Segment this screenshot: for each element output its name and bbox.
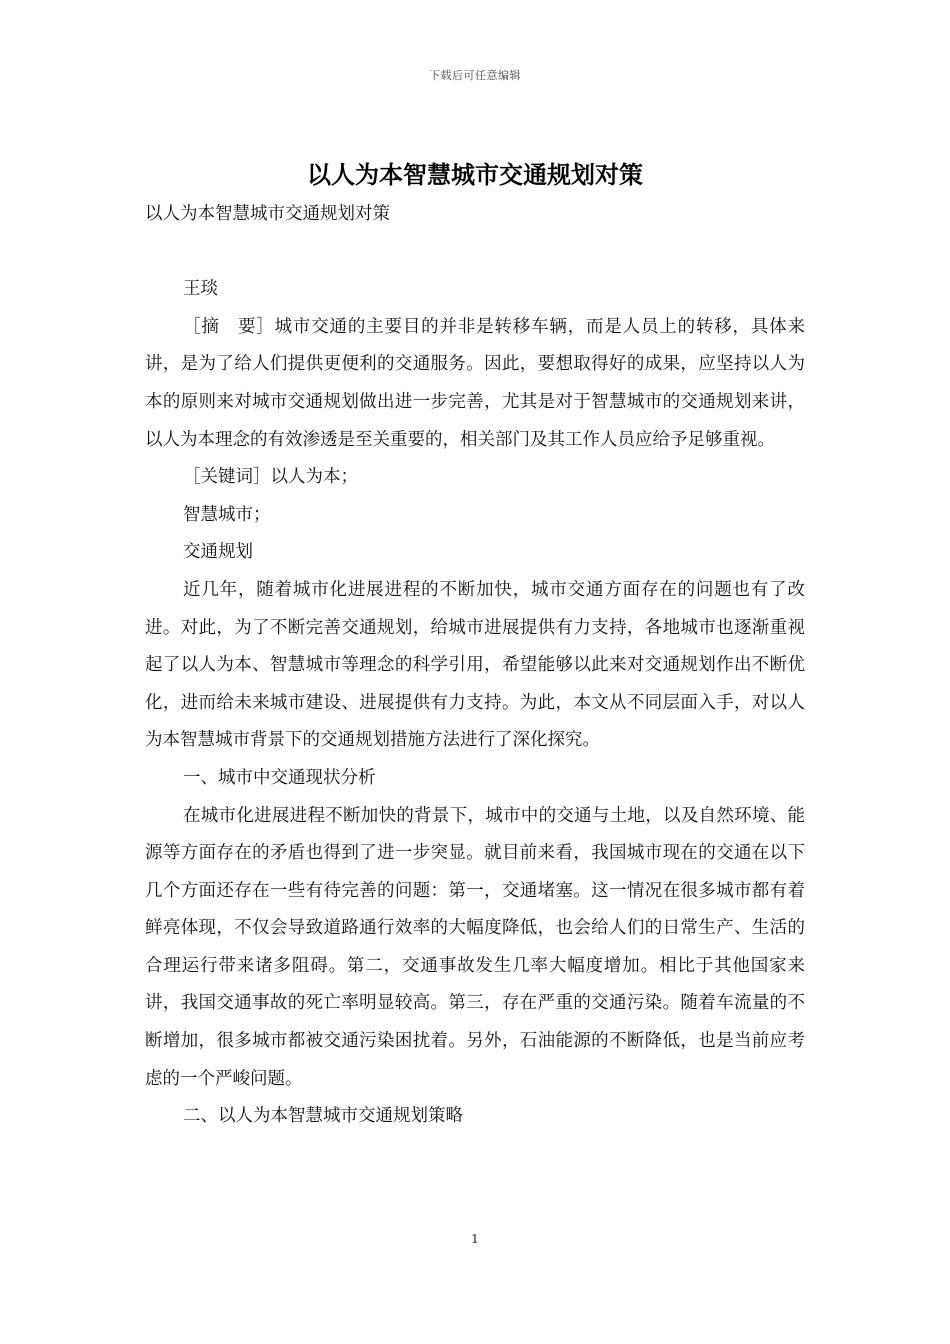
document-subtitle: 以人为本智慧城市交通规划对策: [145, 204, 390, 224]
document-title: 以人为本智慧城市交通规划对策: [307, 160, 643, 189]
keyword-line: ［关键词］以人为本；: [183, 467, 358, 488]
blank-line: [145, 234, 805, 272]
page-number: 1: [471, 1232, 479, 1246]
section-paragraph: 在城市化进展进程不断加快的背景下，城市中的交通与土地，以及自然环境、能源等方面存在的矛盾也得到了进一步突显。就目前来看，我国城市现在的交通在以下几个方面还存在一些有待完善的问题：第一，交通堵塞。这一情况在很多城市都有着鲜亮体现，不仅会导致道路通行效率的大幅度降低，也会给人们的日常生产、生活的合理运行带来诸多阻碍。第二，交通事故发生几率大幅度增加。相比于其他国家来讲，我国交通事故的死亡率明显较高。第三，存在严重的交通污染。随着车流量的不断增加，很多城市都被交通污染困扰着。另外，石油能源的不断降低，也是当前应考虑的一个严峻问题。: [145, 805, 805, 1089]
keyword-line: 交通规划: [183, 542, 253, 563]
section-heading: 二、以人为本智慧城市交通规划策略: [183, 1106, 463, 1127]
keyword-line: 智慧城市；: [183, 504, 271, 525]
page-header-note: 下载后可任意编辑: [429, 69, 521, 82]
abstract-paragraph: ［摘 要］城市交通的主要目的并非是转移车辆，而是人员上的转移，具体来讲，是为了给人们提供更便利的交通服务。因此，要想取得好的成果，应坚持以人为本的原则来对城市交通规划做出进一步完善，尤其是对于智慧城市的交通规划来讲，以人为本理念的有效渗透是至关重要的，相关部门及其工作人员应给予足够重视。: [145, 316, 805, 450]
author-name: 王琰: [183, 279, 218, 300]
document-body: [145, 196, 805, 1136]
intro-paragraph: 近几年，随着城市化进展进程的不断加快，城市交通方面存在的问题也有了改进。对此，为了不断完善交通规划，给城市进展提供有力支持，各地城市也逐渐重视起了以人为本、智慧城市等理念的科学引用，希望能够以此来对交通规划作出不断优化，进而给未来城市建设、进展提供有力支持。为此，本文从不同层面入手，对以人为本智慧城市背景下的交通规划措施方法进行了深化探究。: [145, 579, 805, 751]
section-heading: 一、城市中交通现状分析: [183, 767, 376, 788]
